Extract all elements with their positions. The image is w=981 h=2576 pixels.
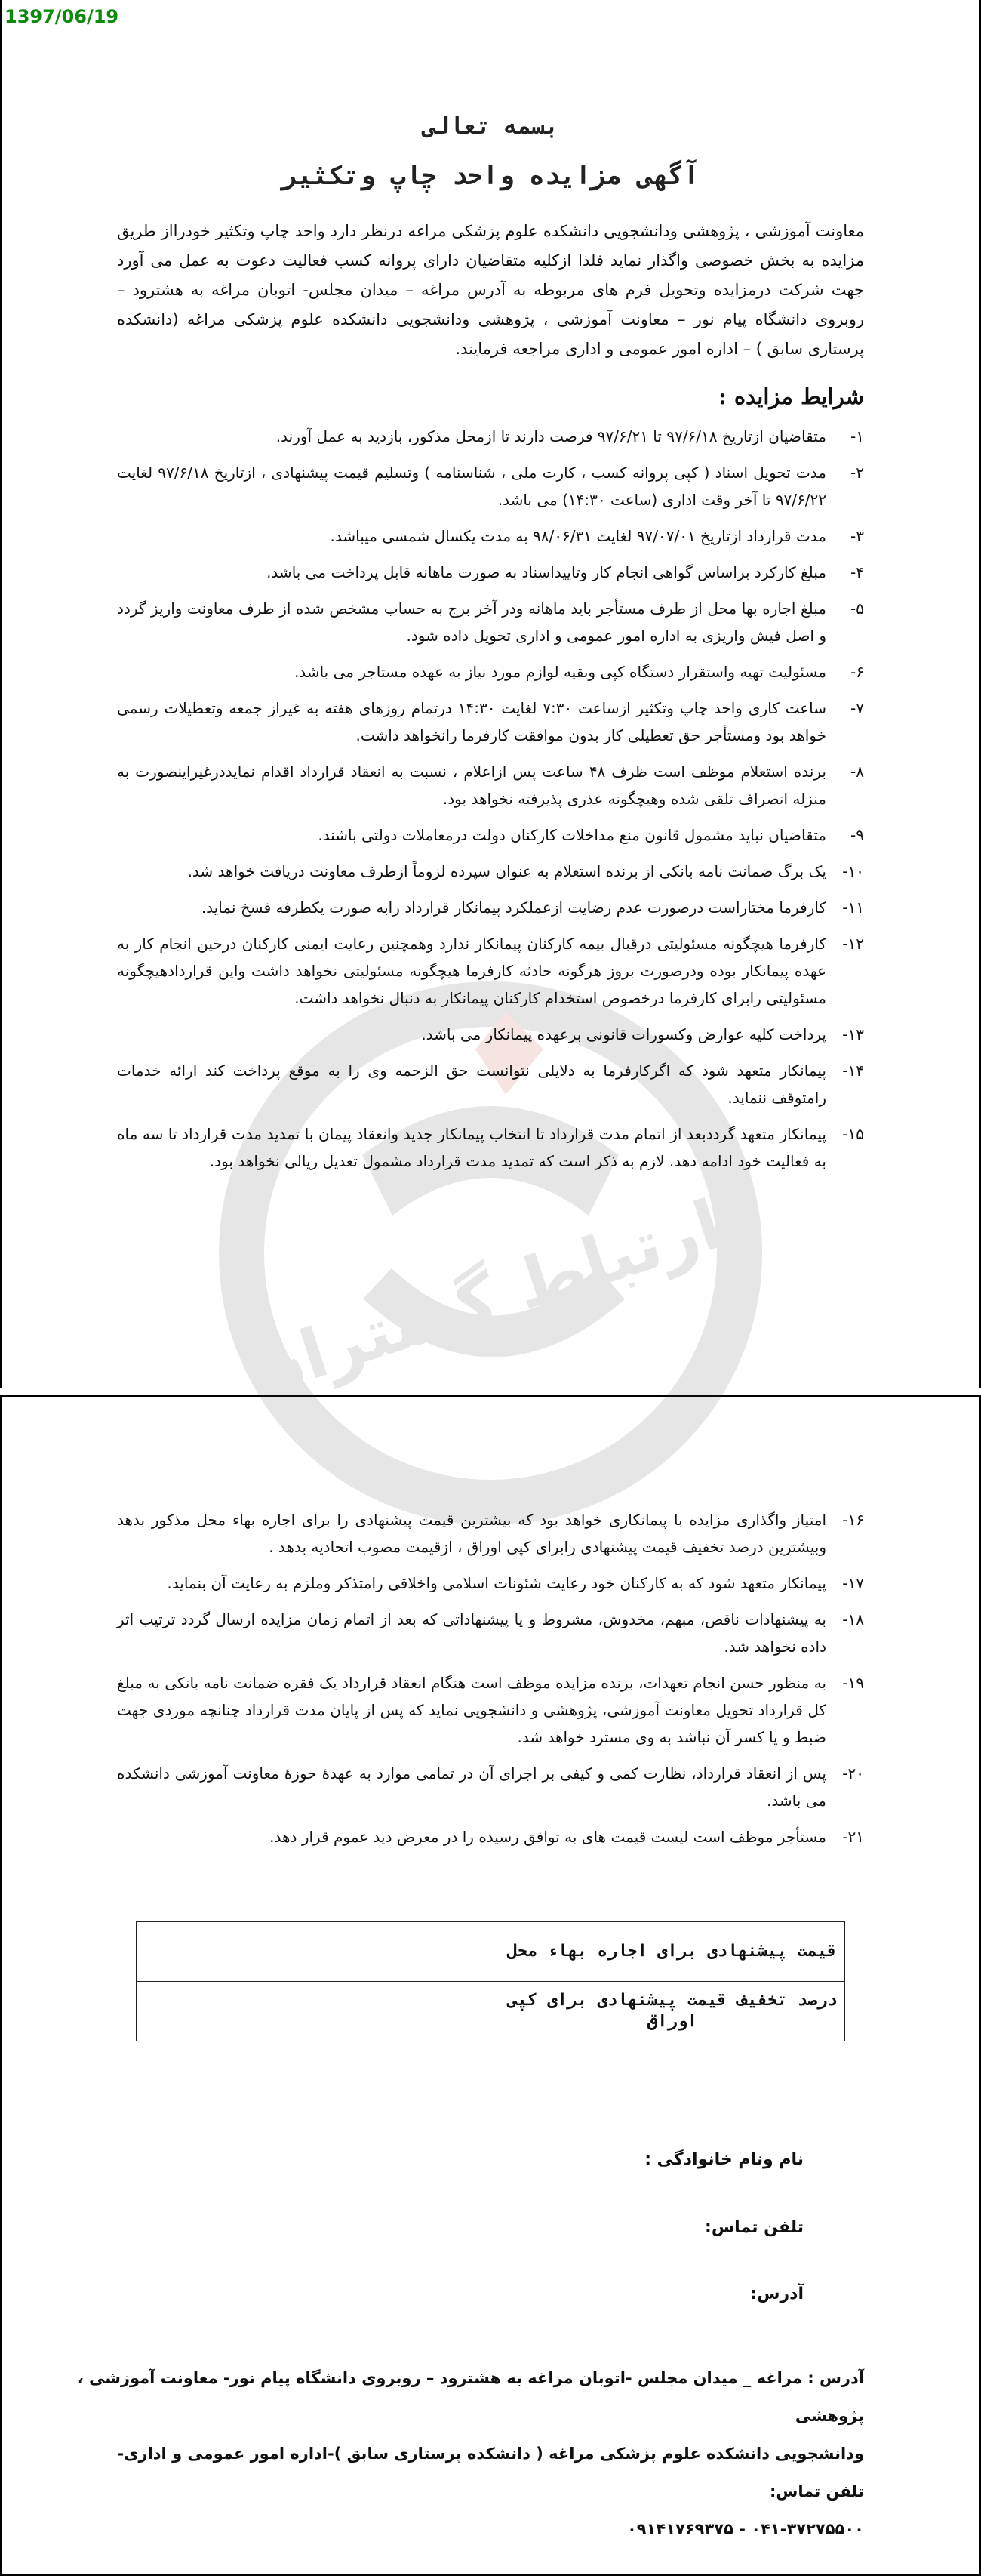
condition-item: ۱۳- پرداخت کلیه عوارض وکسورات قانونی برعهده پیمانکار می باشد.	[421, 1025, 864, 1043]
condition-item: ۱۲- کارفرما هیچگونه مسئولیتی درقبال بیمه کارکنان پیمانکار ندارد وهمچنین رعایت ایمنی کارکنان درحین انجام کار به عهده پیمانکار بوده ودرصورت بروز هرگونه حادثه کارفرما هیچگونه مسئولیتی نخواهد داشت واین قراردادهیچگونه مسئولیتی رابرای کارفرما درخصوص استخدام کارکنان پیمانکار به دنبال نخواهد داشت.	[117, 935, 864, 1007]
condition-item: ۱۴- پیمانکار متعهد شود که اگرکارفرما به دلایلی نتوانست حق الزحمه وی را به موقع پرداخت کند ارائه خدمات رامتوقف ننماید.	[117, 1062, 864, 1107]
conditions-list-page-1	[117, 423, 864, 1175]
bid-table	[136, 1921, 845, 2041]
intro-paragraph: معاونت آموزشی ، پژوهشی ودانشجویی دانشکده علوم پزشکی مراغه درنظر دارد واحد چاپ وتکثیر خودرااز طریق مزایده به بخش خصوصی واگذار نماید فلذا ازکلیه متقاضیان دارای پروانه کسب فعالیت دعوت به عمل می آورد جهت شرکت درمزایده وتحویل فرم های مربوطه به آدرس مراغه – میدان مجلس- اتوبان مراغه به هشترود – روبروی دانشگاه پیام نور – معاونت آموزشی ، پژوهشی ودانشجویی دانشکده علوم پزشکی مراغه (دانشکده پرستاری سابق ) – اداره امور عمومی و اداری مراجعه فرمایند.	[117, 222, 864, 358]
condition-item: ۲۱- مستأجر موظف است لیست قیمت های به توافق رسیده را در معرض دید عموم قرار دهد.	[269, 1828, 864, 1846]
condition-item: ۱۸- به پیشنهادات ناقص، مبهم، مخدوش، مشروط و یا پیشنهاداتی که بعد از اتمام زمان مزایده ارسال گردد ترتیب اثر داده نخواهد شد.	[117, 1610, 864, 1656]
condition-item: ۱۵- پیمانکار متعهد گرددبعد از اتمام مدت قرارداد تا انتخاب پیمانکار جدید وانعقاد پیمان با تمدید مدت قرارداد تا سه ماه به فعالیت خود ادامه دهد. لازم به ذکر است که تمدید مدت قرارداد مشمول تعدیل ریالی نخواهد بود.	[117, 1125, 864, 1170]
name-field-label: نام ونام خانوادگی :	[644, 2150, 804, 2169]
condition-item: ۲- مدت تحویل اسناد ( کپی پروانه کسب ، کارت ملی ، شناسنامه ) وتسلیم قیمت پیشنهادی ، ازتاریخ ۹۷/۶/۱۸ لغایت ۹۷/۶/۲۲ تا آخر وقت اداری (ساعت ۱۴:۳۰) می باشد.	[117, 464, 864, 509]
condition-item: ۱۱- کارفرما مختاراست درصورت عدم رضایت ازعملکرد پیمانکار قرارداد رابه صورت یکطرفه فسخ نماید.	[201, 898, 864, 917]
bid-rent-label: قیمت پیشنهادی برای اجاره بهاء محل	[500, 1922, 845, 1982]
bid-discount-value-cell[interactable]	[137, 1982, 500, 2041]
svg-text:ارتباط گستران: ارتباط گستران	[235, 1185, 731, 1414]
document-title: آگهی مزایده واحد چاپ وتکثیر	[281, 161, 700, 191]
condition-item: ۴- مبلغ کارکرد براساس گواهی انجام کار وتاییداسناد به صورت ماهانه قابل پرداخت می باشد.	[266, 563, 864, 581]
document-date: 1397/06/19	[5, 6, 119, 27]
condition-item: ۱۰- یک برگ ضمانت نامه بانکی از برنده استعلام به عنوان سپرده لزوماً ازطرف معاونت دریافت خواهد شد.	[187, 862, 864, 880]
bid-row-rent	[137, 1922, 845, 1982]
conditions-list-page-2	[117, 1506, 864, 1850]
page-2-content	[117, 1506, 864, 1860]
bid-discount-label: درصد تخفیف قیمت پیشنهادی برای کپی اوراق	[500, 1982, 845, 2041]
condition-item: ۷- ساعت کاری واحد چاپ وتکثیر ازساعت ۷:۳۰ لغایت ۱۴:۳۰ درتمام روزهای هفته به غیراز جمعه وتعطیلات رسمی خواهد بود ومستأجر حق تعطیلی کار بدون موافقت کارفرما رانخواهد داشت.	[117, 699, 864, 744]
address-field-label: آدرس:	[750, 2285, 804, 2303]
condition-item: ۶- مسئولیت تهیه واستقرار دستگاه کپی وبقیه لوازم مورد نیاز به عهده مستاجر می باشد.	[294, 663, 864, 681]
footer-address-line-1: آدرس : مراغه _ میدان مجلس -اتوبان مراغه به هشترود – روبروی دانشگاه پیام نور- معاونت آموزشی ، پژوهشی	[77, 2369, 864, 2425]
condition-item: ۱۶- امتیاز واگذاری مزایده با پیمانکاری خواهد بود که بیشترین قیمت پیشنهادی را برای اجاره بهاء محل مذکور بدهد وبیشترین درصد تخفیف قیمت پیشنهادی رابرای کپی اوراق ، ازقیمت مصوب اتحادیه بدهد .	[117, 1511, 864, 1556]
condition-item: ۱- متقاضیان ازتاریخ ۹۷/۶/۱۸ تا ۹۷/۶/۲۱ فرصت دارند تا ازمحل مذکور، بازدید به عمل آورند.	[275, 427, 864, 445]
condition-item: ۲۰- پس از انعقاد قرارداد، نظارت کمی و کیفی بر اجرای آن در تمامی موارد به عهدهٔ حوزهٔ معاونت آموزشی دانشکده می باشد.	[117, 1764, 864, 1810]
bid-row-discount	[137, 1982, 845, 2041]
page-1-content	[117, 113, 864, 1184]
condition-item: ۱۷- پیمانکار متعهد شود که به کارکنان خود رعایت شئونات اسلامی واخلاقی رامتذکر وملزم به رعایت آن بنماید.	[167, 1574, 864, 1592]
condition-item: ۳- مدت قرارداد ازتاریخ ۹۷/۰۷/۰۱ لغایت ۹۸/۰۶/۳۱ به مدت یکسال شمسی میباشد.	[330, 527, 864, 545]
condition-item: ۱۹- به منظور حسن انجام تعهدات، برنده مزایده موظف است هنگام انعقاد قرارداد یک فقره ضمانت نامه بانکی به مبلغ کل قرارداد تحویل معاونت آموزشی، پژوهشی و دانشجویی نماید که پس از پایان مدت قرارداد چنانچه موردی جهت ضبط و یا کسر آن نباشد به وی مسترد خواهد شد.	[117, 1674, 864, 1746]
condition-item: ۹- متقاضیان نباید مشمول قانون منع مداخلات کارکنان دولت درمعاملات دولتی باشند.	[318, 826, 864, 844]
condition-item: ۸- برنده استعلام موظف است ظرف ۴۸ ساعت پس ازاعلام ، نسبت به انعقاد قرارداد اقدام نمایددرغیراینصورت به منزله انصراف تلقی شده وهیچگونه عذری پذیرفته نخواهد بود.	[117, 763, 864, 808]
phone-field-label: تلفن تماس:	[705, 2218, 804, 2237]
footer-phones: ۰۴۱-۳۷۲۷۵۵۰۰ - ۰۹۱۴۱۷۶۹۳۷۵	[626, 2520, 864, 2538]
document-invocation: بسمه تعالی	[422, 113, 559, 140]
bid-rent-value-cell[interactable]	[137, 1922, 500, 1982]
conditions-heading: شرایط مزایده :	[718, 384, 864, 409]
footer-address	[75, 2359, 864, 2548]
condition-item: ۵- مبلغ اجاره بها محل از طرف مستأجر باید ماهانه ودر آخر برج به حساب مشخص شده از طرف معاونت واریز گردد و اصل فیش واریزی به اداره امور عمومی و اداری تحویل داده شود.	[117, 599, 864, 645]
footer-address-line-2: ودانشجویی دانشکده علوم پزشکی مراغه ( دانشکده پرستاری سابق )-اداره امور عمومی و اداری- تلفن تماس:	[117, 2445, 864, 2501]
